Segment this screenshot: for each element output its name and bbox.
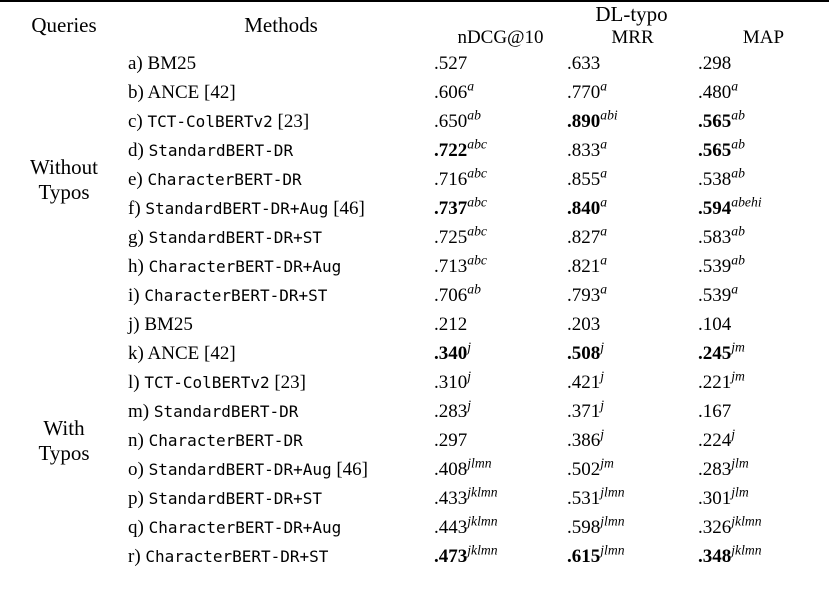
significance-marker: ab xyxy=(731,223,745,239)
metric-value: .833 xyxy=(567,139,601,161)
header-row-1 xyxy=(0,1,829,27)
group-label-line2: Typos xyxy=(38,179,90,204)
metric-value: .386 xyxy=(567,429,601,451)
method-tag: l) xyxy=(128,371,145,393)
significance-marker: ab xyxy=(731,136,745,152)
significance-marker: a xyxy=(600,194,608,210)
significance-marker: j xyxy=(600,368,605,384)
method-cell xyxy=(128,310,434,339)
metric-value: .615 xyxy=(567,545,601,567)
significance-marker: jklmn xyxy=(467,513,498,529)
significance-marker: abc xyxy=(467,136,487,152)
metric-value-cell xyxy=(567,49,698,78)
metric-value-cell xyxy=(434,165,567,194)
metric-value-cell xyxy=(567,455,698,484)
method-tag: m) xyxy=(128,400,154,422)
group-label-with-typos xyxy=(0,310,128,571)
method-cell xyxy=(128,49,434,78)
metric-value-cell xyxy=(698,426,829,455)
significance-marker: jklmn xyxy=(467,542,498,558)
metric-value-cell xyxy=(567,339,698,368)
metric-value: .224 xyxy=(698,429,732,451)
metric-value: .408 xyxy=(434,458,468,480)
metric-value: .245 xyxy=(698,342,732,364)
metric-value: .297 xyxy=(434,429,468,451)
significance-marker: jklmn xyxy=(467,484,498,500)
header-queries: Queries xyxy=(31,13,97,37)
significance-marker: jklmn xyxy=(731,513,762,529)
metric-value-cell xyxy=(698,484,829,513)
significance-marker: ab xyxy=(467,281,481,297)
metric-value-cell xyxy=(434,542,567,571)
method-citation[interactable]: [23] xyxy=(269,371,306,393)
method-cell xyxy=(128,368,434,397)
metric-value-cell xyxy=(698,107,829,136)
significance-marker: a xyxy=(600,78,608,94)
significance-marker: j xyxy=(731,426,736,442)
metric-value: .606 xyxy=(434,81,468,103)
metric-value-cell xyxy=(567,513,698,542)
significance-marker: ab xyxy=(731,165,745,181)
significance-marker: a xyxy=(600,223,608,239)
significance-marker: a xyxy=(731,78,739,94)
header-metric-ndcg: nDCG@10 xyxy=(457,27,544,48)
metric-value-cell xyxy=(434,484,567,513)
metric-value: .527 xyxy=(434,52,468,74)
metric-value: .539 xyxy=(698,284,732,306)
significance-marker: a xyxy=(600,136,608,152)
method-name: BM25 xyxy=(144,313,193,335)
method-name: CharacterBERT-DR+Aug xyxy=(148,517,342,537)
metric-value-cell xyxy=(434,368,567,397)
metric-value: .737 xyxy=(434,197,468,219)
significance-marker: jlmn xyxy=(600,542,625,558)
method-cell xyxy=(128,281,434,310)
method-tag: c) xyxy=(128,110,148,132)
metric-value-cell xyxy=(434,339,567,368)
metric-value: .298 xyxy=(698,52,732,74)
metric-value: .443 xyxy=(434,516,468,538)
metric-value: .840 xyxy=(567,197,601,219)
method-tag: b) xyxy=(128,81,148,103)
metric-value: .480 xyxy=(698,81,732,103)
metric-value: .890 xyxy=(567,110,601,132)
method-cell xyxy=(128,78,434,107)
method-tag: n) xyxy=(128,429,149,451)
metric-value: .716 xyxy=(434,168,468,190)
metric-value: .594 xyxy=(698,197,732,219)
method-citation[interactable]: [42] xyxy=(199,81,236,103)
significance-marker: j xyxy=(467,368,472,384)
metric-value-cell xyxy=(567,281,698,310)
significance-marker: ab xyxy=(731,252,745,268)
metric-value: .340 xyxy=(434,342,468,364)
metric-value: .855 xyxy=(567,168,601,190)
significance-marker: jlmn xyxy=(467,455,492,471)
significance-marker: jm xyxy=(600,455,614,471)
group-label-line2: Typos xyxy=(38,440,90,465)
method-name: CharacterBERT-DR+ST xyxy=(145,546,329,566)
significance-marker: ab xyxy=(731,107,745,123)
method-name: ANCE xyxy=(147,342,200,364)
metric-value: .421 xyxy=(567,371,601,393)
table-row xyxy=(0,49,829,78)
significance-marker: ab xyxy=(467,107,481,123)
significance-marker: abc xyxy=(467,165,487,181)
metric-value: .722 xyxy=(434,139,468,161)
metric-value-cell xyxy=(698,49,829,78)
significance-marker: a xyxy=(600,252,608,268)
method-citation[interactable]: [46] xyxy=(331,458,369,480)
method-name: StandardBERT-DR+ST xyxy=(148,488,322,508)
metric-value: .821 xyxy=(567,255,601,277)
method-tag: f) xyxy=(128,197,146,219)
metric-value-cell xyxy=(567,252,698,281)
metric-value: .326 xyxy=(698,516,732,538)
significance-marker: j xyxy=(600,339,605,355)
metric-value-cell xyxy=(567,165,698,194)
metric-value-cell xyxy=(434,310,567,339)
header-dataset: DL-typo xyxy=(595,2,668,26)
method-name: CharacterBERT-DR+Aug xyxy=(148,256,342,276)
method-name: StandardBERT-DR+Aug xyxy=(148,459,332,479)
metric-value-cell xyxy=(434,397,567,426)
method-cell xyxy=(128,165,434,194)
metric-value-cell xyxy=(567,426,698,455)
metric-value-cell xyxy=(434,223,567,252)
significance-marker: j xyxy=(600,397,605,413)
metric-value-cell xyxy=(698,542,829,571)
method-tag: a) xyxy=(128,52,148,74)
method-tag: o) xyxy=(128,458,149,480)
metric-value: .650 xyxy=(434,110,468,132)
method-citation[interactable]: [42] xyxy=(199,342,236,364)
significance-marker: abi xyxy=(600,107,618,123)
significance-marker: jm xyxy=(731,368,745,384)
method-tag: r) xyxy=(128,545,146,567)
table-body xyxy=(0,49,829,571)
method-cell xyxy=(128,455,434,484)
metric-value-cell xyxy=(698,78,829,107)
metric-value-cell xyxy=(567,542,698,571)
method-name: StandardBERT-DR+ST xyxy=(148,227,322,247)
metric-value-cell xyxy=(567,107,698,136)
method-tag: g) xyxy=(128,226,149,248)
metric-value: .221 xyxy=(698,371,732,393)
group-label-line1: With xyxy=(43,416,85,441)
metric-value-cell xyxy=(698,310,829,339)
metric-value-cell xyxy=(698,136,829,165)
group-label-line1: Without xyxy=(30,155,98,180)
significance-marker: abc xyxy=(467,223,487,239)
significance-marker: jm xyxy=(731,339,745,355)
metric-value-cell xyxy=(567,223,698,252)
metric-value-cell xyxy=(434,136,567,165)
method-name: BM25 xyxy=(147,52,197,74)
group-label-without-typos xyxy=(0,49,128,310)
metric-value-cell xyxy=(434,455,567,484)
metric-value-cell xyxy=(698,252,829,281)
method-cell xyxy=(128,136,434,165)
method-cell xyxy=(128,194,434,223)
metric-value-cell xyxy=(434,107,567,136)
metric-value-cell xyxy=(434,252,567,281)
method-tag: h) xyxy=(128,255,149,277)
metric-value: .167 xyxy=(698,400,732,422)
metric-value: .203 xyxy=(567,313,601,335)
metric-value-cell xyxy=(698,281,829,310)
method-name: TCT-ColBERTv2 xyxy=(144,372,270,392)
significance-marker: a xyxy=(600,165,608,181)
significance-marker: jlmn xyxy=(600,513,625,529)
method-tag: i) xyxy=(128,284,145,306)
metric-value: .371 xyxy=(567,400,601,422)
metric-value-cell xyxy=(567,136,698,165)
metric-value: .310 xyxy=(434,371,468,393)
metric-value: .583 xyxy=(698,226,732,248)
metric-value: .706 xyxy=(434,284,468,306)
metric-value-cell xyxy=(567,368,698,397)
metric-value-cell xyxy=(434,78,567,107)
significance-marker: j xyxy=(600,426,605,442)
metric-value: .283 xyxy=(698,458,732,480)
metric-value-cell xyxy=(698,194,829,223)
metric-value: .713 xyxy=(434,255,468,277)
significance-marker: a xyxy=(731,281,739,297)
metric-value: .212 xyxy=(434,313,468,335)
metric-value-cell xyxy=(434,281,567,310)
method-name: StandardBERT-DR+Aug xyxy=(145,198,329,218)
method-cell xyxy=(128,513,434,542)
metric-value: .531 xyxy=(567,487,601,509)
metric-value: .283 xyxy=(434,400,468,422)
metric-value-cell xyxy=(567,194,698,223)
header-methods: Methods xyxy=(244,13,318,37)
method-cell xyxy=(128,397,434,426)
method-cell xyxy=(128,484,434,513)
metric-value: .793 xyxy=(567,284,601,306)
metric-value: .633 xyxy=(567,52,601,74)
metric-value-cell xyxy=(567,397,698,426)
method-name: TCT-ColBERTv2 xyxy=(147,111,273,131)
method-tag: q) xyxy=(128,516,149,538)
metric-value: .539 xyxy=(698,255,732,277)
method-cell xyxy=(128,426,434,455)
method-citation[interactable]: [46] xyxy=(328,197,365,219)
metric-value-cell xyxy=(434,49,567,78)
table-header xyxy=(0,1,829,49)
metric-value-cell xyxy=(698,513,829,542)
method-name: ANCE xyxy=(147,81,200,103)
metric-value-cell xyxy=(698,165,829,194)
metric-value: .598 xyxy=(567,516,601,538)
metric-value: .770 xyxy=(567,81,601,103)
metric-value: .827 xyxy=(567,226,601,248)
significance-marker: j xyxy=(467,397,472,413)
metric-value: .508 xyxy=(567,342,601,364)
significance-marker: j xyxy=(467,339,472,355)
metric-value-cell xyxy=(698,223,829,252)
metric-value: .473 xyxy=(434,545,468,567)
metric-value-cell xyxy=(434,194,567,223)
significance-marker: jklmn xyxy=(731,542,762,558)
method-tag: d) xyxy=(128,139,149,161)
metric-value-cell xyxy=(567,78,698,107)
significance-marker: jlm xyxy=(731,455,749,471)
metric-value-cell xyxy=(567,484,698,513)
metric-value-cell xyxy=(434,513,567,542)
method-tag: k) xyxy=(128,342,148,364)
method-name: CharacterBERT-DR xyxy=(147,169,302,189)
significance-marker: a xyxy=(467,78,475,94)
method-tag: j) xyxy=(128,313,145,335)
method-cell xyxy=(128,252,434,281)
method-name: CharacterBERT-DR xyxy=(148,430,303,450)
metric-value-cell xyxy=(567,310,698,339)
header-metric-mrr: MRR xyxy=(611,27,654,48)
metric-value-cell xyxy=(698,397,829,426)
significance-marker: a xyxy=(600,281,608,297)
significance-marker: abc xyxy=(467,252,487,268)
metric-value-cell xyxy=(698,339,829,368)
method-cell xyxy=(128,339,434,368)
method-tag: p) xyxy=(128,487,149,509)
method-citation[interactable]: [23] xyxy=(272,110,310,132)
header-metric-map: MAP xyxy=(742,27,785,48)
metric-value: .502 xyxy=(567,458,601,480)
method-cell xyxy=(128,107,434,136)
significance-marker: jlm xyxy=(731,484,749,500)
metric-value: .725 xyxy=(434,226,468,248)
metric-value-cell xyxy=(698,368,829,397)
method-name: CharacterBERT-DR+ST xyxy=(144,285,328,305)
method-name: StandardBERT-DR xyxy=(153,401,299,421)
metric-value-cell xyxy=(698,455,829,484)
table-row xyxy=(0,310,829,339)
metric-value: .565 xyxy=(698,139,732,161)
method-tag: e) xyxy=(128,168,148,190)
significance-marker: abc xyxy=(467,194,487,210)
metric-value: .538 xyxy=(698,168,732,190)
metric-value: .433 xyxy=(434,487,468,509)
significance-marker: jlmn xyxy=(600,484,625,500)
method-cell xyxy=(128,223,434,252)
method-cell xyxy=(128,542,434,571)
metric-value: .565 xyxy=(698,110,732,132)
metric-value: .301 xyxy=(698,487,732,509)
metric-value: .104 xyxy=(698,313,732,335)
metric-value-cell xyxy=(434,426,567,455)
method-name: StandardBERT-DR xyxy=(148,140,294,160)
metric-value: .348 xyxy=(698,545,732,567)
significance-marker: abehi xyxy=(731,194,762,210)
